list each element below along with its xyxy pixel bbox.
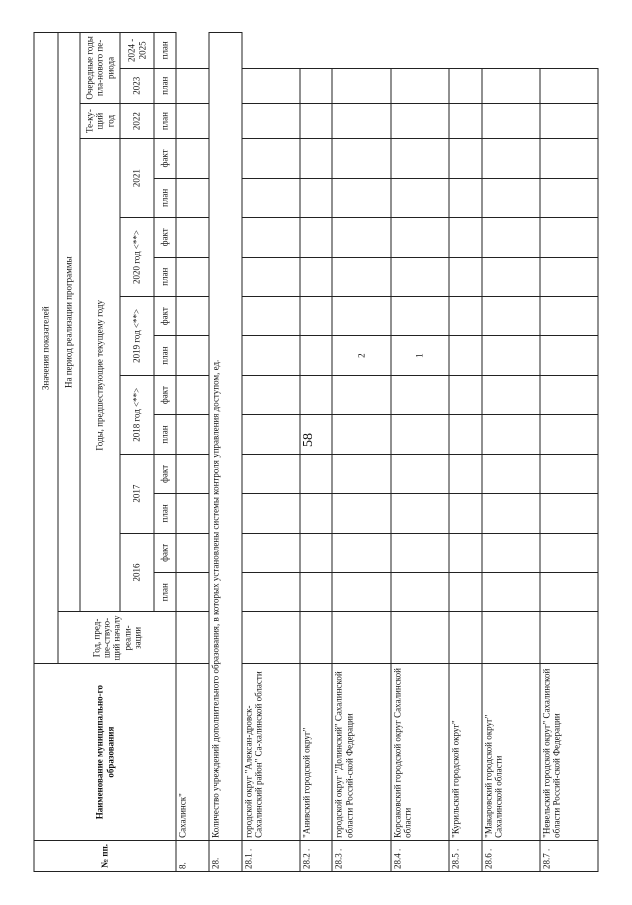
value-cell <box>176 336 209 375</box>
value-cell <box>449 103 482 138</box>
value-cell <box>482 103 540 138</box>
value-cell <box>332 454 390 493</box>
year-2022: 2022 <box>120 103 154 138</box>
row-number: 28. <box>209 840 242 871</box>
value-cell <box>300 573 333 612</box>
page-number: 58 <box>301 433 316 447</box>
year-2017: 2017 <box>120 454 154 533</box>
value-cell <box>176 178 209 217</box>
value-cell <box>540 375 598 414</box>
value-cell <box>300 178 333 217</box>
fact-label: факт <box>154 533 176 572</box>
indicators-table <box>34 32 599 872</box>
base-year-cell <box>332 612 390 664</box>
value-cell <box>482 336 540 375</box>
value-cell <box>300 375 333 414</box>
value-cell <box>449 218 482 257</box>
municipality-name: Сахалинск" <box>176 664 209 840</box>
base-year-cell <box>242 612 300 664</box>
value-cell <box>391 533 449 572</box>
base-year-cell <box>391 612 449 664</box>
value-cell <box>391 139 449 178</box>
table-row <box>176 33 209 872</box>
value-cell <box>449 296 482 335</box>
value-cell <box>391 103 449 138</box>
table-row <box>482 33 540 872</box>
value-cell <box>176 375 209 414</box>
value-cell <box>482 218 540 257</box>
value-cell <box>391 178 449 217</box>
value-cell <box>540 218 598 257</box>
value-cell <box>540 139 598 178</box>
value-cell <box>540 494 598 533</box>
value-cell <box>242 573 300 612</box>
value-cell <box>449 454 482 493</box>
municipality-name: городской округ "Долинский" Сахалинской области Россий-ской Федерации <box>332 664 390 840</box>
table-row <box>391 33 449 872</box>
table-row <box>540 33 598 872</box>
value-cell <box>391 415 449 454</box>
row-number: 28.1 . <box>242 840 300 871</box>
row-number: 28.5 . <box>449 840 482 871</box>
value-cell <box>332 533 390 572</box>
value-cell <box>449 533 482 572</box>
value-cell <box>332 178 390 217</box>
value-cell <box>540 103 598 138</box>
section-title: Количество учреждений дополнительного образования, в которых установлены системы контроля управления доступом, ед. <box>209 33 242 841</box>
value-cell <box>391 573 449 612</box>
base-year-cell <box>449 612 482 664</box>
row-number: 8. <box>176 840 209 871</box>
value-cell <box>242 218 300 257</box>
value-cell <box>449 257 482 296</box>
value-cell <box>300 139 333 178</box>
value-cell <box>332 573 390 612</box>
base-year-cell <box>482 612 540 664</box>
value-cell <box>540 336 598 375</box>
value-cell <box>449 375 482 414</box>
value-cell <box>242 415 300 454</box>
value-cell <box>332 218 390 257</box>
base-year-cell <box>300 612 333 664</box>
value-cell <box>176 257 209 296</box>
plan-label: план <box>154 68 176 103</box>
value-cell <box>332 494 390 533</box>
value-cell <box>176 533 209 572</box>
value-cell <box>242 296 300 335</box>
year-2019: 2019 год <**> <box>120 296 154 375</box>
value-cell <box>242 494 300 533</box>
value-cell <box>540 257 598 296</box>
value-cell <box>300 336 333 375</box>
plan-label: план <box>154 336 176 375</box>
value-cell <box>391 494 449 533</box>
value-cell <box>300 68 333 103</box>
plan-label: план <box>154 573 176 612</box>
year-2024-2025: 2024 - 2025 <box>120 33 154 69</box>
value-cell <box>391 296 449 335</box>
value-cell <box>242 139 300 178</box>
header-name: Наименование муниципально-го образования <box>34 664 176 840</box>
year-2023: 2023 <box>120 68 154 103</box>
value-cell <box>300 415 333 454</box>
value-cell <box>300 533 333 572</box>
plan-label: план <box>154 415 176 454</box>
value-cell <box>391 218 449 257</box>
value-cell <box>391 68 449 103</box>
fact-label: факт <box>154 296 176 335</box>
header-base-year: Год, пред-ше-ствую-щий началу реали-зации <box>58 612 176 664</box>
value-cell <box>449 178 482 217</box>
value-cell <box>332 68 390 103</box>
value-cell <box>540 454 598 493</box>
value-cell <box>482 296 540 335</box>
value-cell <box>242 178 300 217</box>
value-cell <box>540 178 598 217</box>
year-2016: 2016 <box>120 533 154 612</box>
value-cell <box>300 454 333 493</box>
value-cell <box>449 68 482 103</box>
plan-label: план <box>154 494 176 533</box>
value-cell <box>176 415 209 454</box>
value-cell <box>300 257 333 296</box>
value-cell <box>300 218 333 257</box>
fact-label: факт <box>154 139 176 178</box>
rotated-table-container <box>34 32 599 872</box>
table-row <box>209 33 242 872</box>
header-program-period: На период реализации программы <box>58 33 80 612</box>
municipality-name: "Невельский городской округ" Сахалинской области Россий-ской Федерации <box>540 664 598 840</box>
value-cell <box>482 533 540 572</box>
value-cell <box>449 573 482 612</box>
value-cell <box>176 494 209 533</box>
value-cell <box>300 494 333 533</box>
row-number: 28.6 . <box>482 840 540 871</box>
table-row <box>332 33 390 872</box>
value-cell <box>242 454 300 493</box>
value-cell <box>332 296 390 335</box>
municipality-name: "Макаровский городской округ" Сахалинской области <box>482 664 540 840</box>
value-cell <box>482 178 540 217</box>
value-cell <box>176 68 209 103</box>
header-prior-years: Годы, предшествующие текущему году <box>80 139 120 612</box>
row-number: 28.4 . <box>391 840 449 871</box>
fact-label: факт <box>154 375 176 414</box>
table-body <box>176 33 598 872</box>
value-cell <box>242 375 300 414</box>
header-current-year: Те-ку-щий год <box>80 103 120 138</box>
value-cell <box>176 296 209 335</box>
value-cell <box>391 257 449 296</box>
value-cell <box>176 573 209 612</box>
value-cell <box>332 375 390 414</box>
value-cell <box>449 494 482 533</box>
municipality-name: городской округ "Алексан-дровск-Сахалинский район" Са-халинской области <box>242 664 300 840</box>
value-cell <box>449 139 482 178</box>
value-cell <box>242 68 300 103</box>
value-cell <box>242 533 300 572</box>
value-cell <box>332 139 390 178</box>
base-year-cell <box>176 612 209 664</box>
base-year-cell <box>540 612 598 664</box>
row-number: 28.3 . <box>332 840 390 871</box>
header-values: Значения показателей <box>34 33 58 664</box>
municipality-name: "Курильский городской округ" <box>449 664 482 840</box>
value-cell <box>332 103 390 138</box>
value-cell <box>540 296 598 335</box>
value-cell <box>540 415 598 454</box>
value-cell <box>482 494 540 533</box>
value-cell <box>332 415 390 454</box>
table-row <box>449 33 482 872</box>
header-next-years: Очередные годы пла-нового пе-риода <box>80 33 120 104</box>
year-2020: 2020 год <**> <box>120 218 154 297</box>
municipality-name: Корсаковский городской округ Сахалинской области <box>391 664 449 840</box>
value-cell <box>242 103 300 138</box>
plan-label: план <box>154 33 176 69</box>
value-cell: 2 <box>332 336 390 375</box>
plan-label: план <box>154 257 176 296</box>
table-row <box>242 33 300 872</box>
value-cell <box>540 68 598 103</box>
value-cell <box>391 375 449 414</box>
value-cell <box>482 415 540 454</box>
value-cell <box>482 573 540 612</box>
value-cell <box>482 68 540 103</box>
value-cell <box>176 139 209 178</box>
value-cell <box>300 103 333 138</box>
year-2018: 2018 год <**> <box>120 375 154 454</box>
fact-label: факт <box>154 454 176 493</box>
value-cell <box>176 218 209 257</box>
value-cell <box>449 336 482 375</box>
value-cell <box>540 533 598 572</box>
row-number: 28.2 . <box>300 840 333 871</box>
plan-label: план <box>154 103 176 138</box>
row-number: 28.7 . <box>540 840 598 871</box>
value-cell <box>540 573 598 612</box>
fact-label: факт <box>154 218 176 257</box>
value-cell <box>176 103 209 138</box>
table-row <box>300 33 333 872</box>
value-cell <box>391 454 449 493</box>
value-cell <box>332 257 390 296</box>
value-cell <box>482 139 540 178</box>
value-cell: 1 <box>391 336 449 375</box>
year-2021: 2021 <box>120 139 154 218</box>
value-cell <box>482 375 540 414</box>
value-cell <box>300 296 333 335</box>
plan-label: план <box>154 178 176 217</box>
value-cell <box>482 257 540 296</box>
value-cell <box>242 336 300 375</box>
value-cell <box>482 454 540 493</box>
header-num: № пп. <box>34 840 176 871</box>
value-cell <box>242 257 300 296</box>
value-cell <box>176 454 209 493</box>
municipality-name: "Анивский городской округ" <box>300 664 333 840</box>
value-cell <box>449 415 482 454</box>
